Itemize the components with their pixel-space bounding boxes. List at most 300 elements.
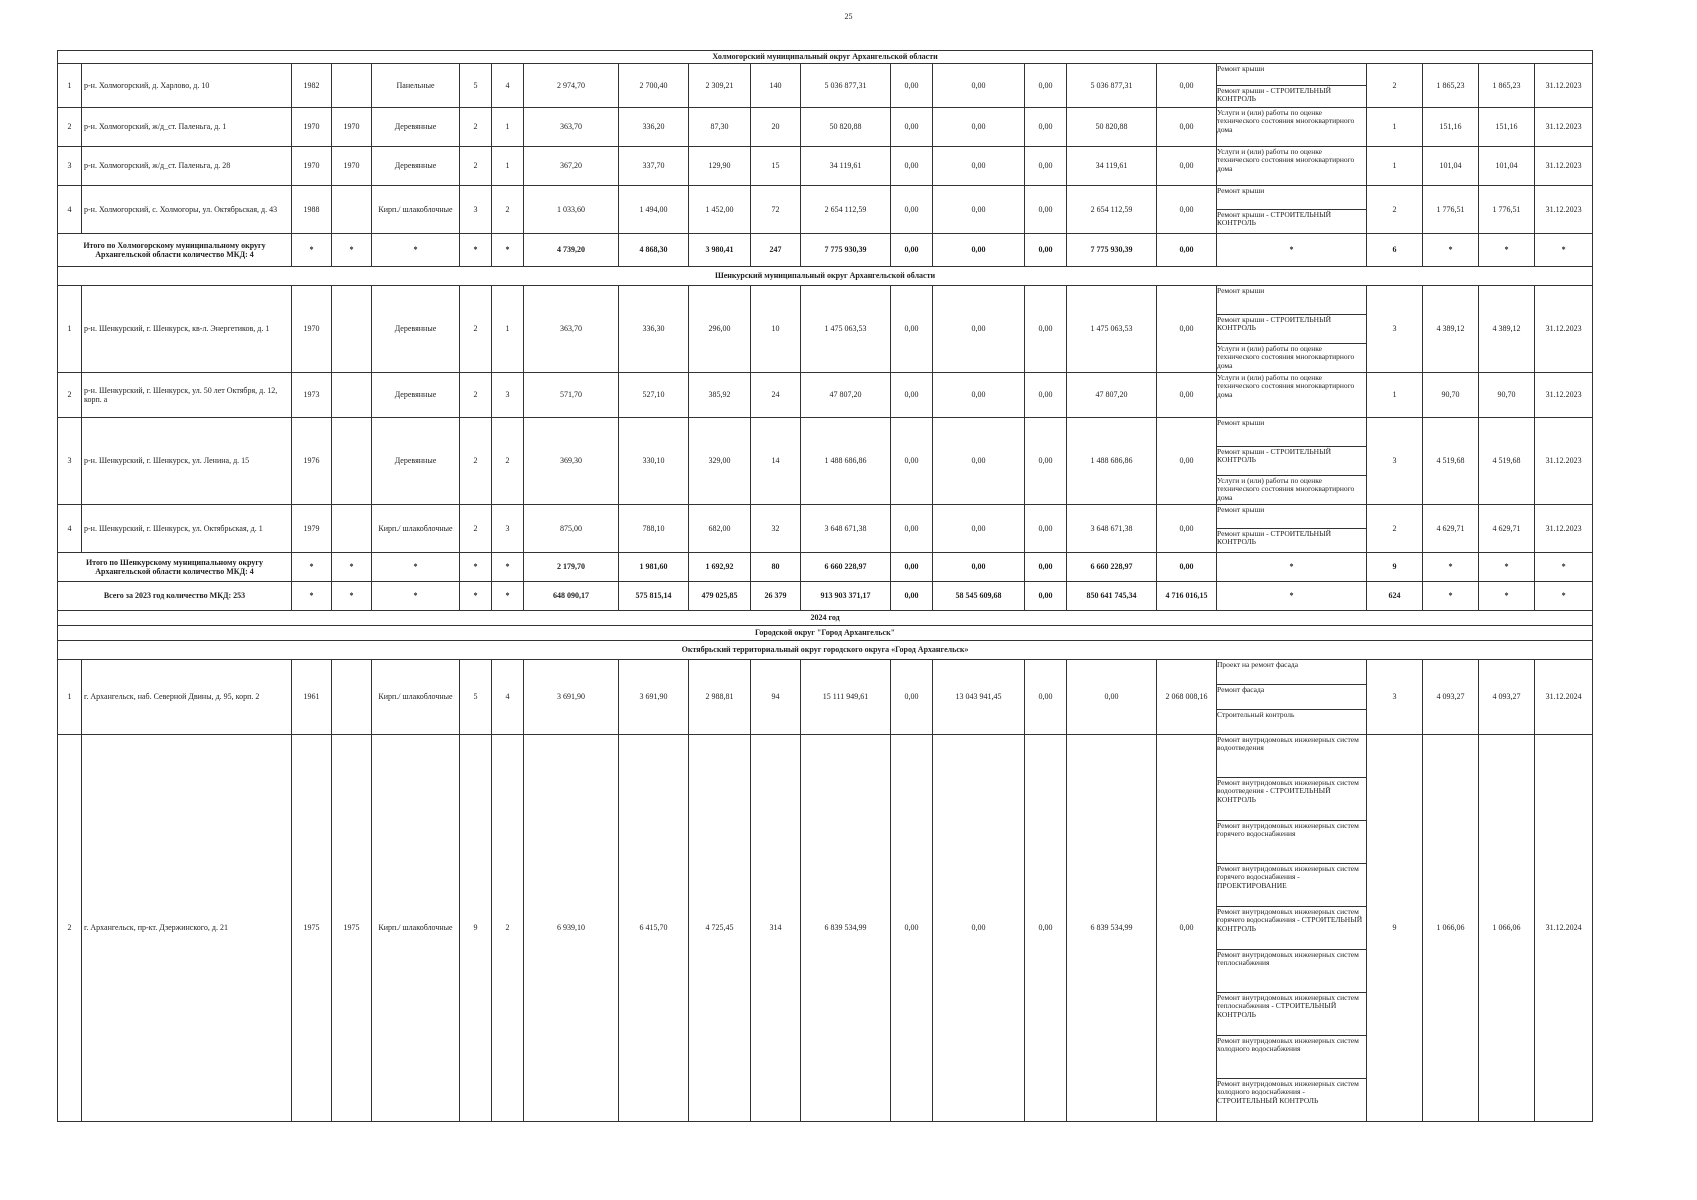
table-cell: 1 865,23 — [1423, 64, 1479, 108]
table-cell: 2 — [460, 147, 492, 186]
star-cell: * — [492, 582, 524, 611]
work-item: Ремонт крыши - СТРОИТЕЛЬНЫЙ КОНТРОЛЬ — [1217, 528, 1366, 552]
table-cell: 1 776,51 — [1479, 186, 1535, 234]
star-cell: * — [1217, 234, 1367, 267]
table-cell: 9 — [1367, 735, 1423, 1122]
table-cell: 2 — [492, 735, 524, 1122]
table-cell: 0,00 — [891, 660, 933, 735]
table-cell: 9 — [460, 735, 492, 1122]
work-item: Ремонт внутридомовых инженерных систем горячего водоснабжения - СТРОИТЕЛЬНЫЙ КОНТРОЛЬ — [1217, 906, 1366, 949]
table-cell: 4 — [492, 660, 524, 735]
work-item: Ремонт крыши — [1217, 186, 1265, 195]
table-cell: 2 — [1367, 186, 1423, 234]
address-cell: р-н. Шенкурский, г. Шенкурск, ул. Ленина, д. 15 — [82, 418, 292, 505]
table-cell: 1 475 063,53 — [801, 286, 891, 373]
star-cell: * — [460, 553, 492, 582]
table-cell: 3 — [1367, 660, 1423, 735]
work-item: Ремонт крыши - СТРОИТЕЛЬНЫЙ КОНТРОЛЬ — [1217, 209, 1366, 233]
table-cell: 0,00 — [933, 735, 1025, 1122]
table-cell: 2 — [58, 373, 82, 418]
table-cell: 571,70 — [524, 373, 619, 418]
table-cell: 0,00 — [1025, 735, 1067, 1122]
table-cell: 682,00 — [689, 505, 751, 553]
table-cell: 1 — [58, 660, 82, 735]
table-cell: 363,70 — [524, 108, 619, 147]
table-cell: Деревянные — [372, 108, 460, 147]
table-cell: 3 648 671,38 — [801, 505, 891, 553]
table-cell: 9 — [1367, 553, 1423, 582]
table-cell: 31.12.2023 — [1535, 64, 1593, 108]
table-cell: 875,00 — [524, 505, 619, 553]
address-cell: р-н. Шенкурский, г. Шенкурск, ул. 50 лет Октября, д. 12, корп. а — [82, 373, 292, 418]
table-cell: 31.12.2023 — [1535, 147, 1593, 186]
address-cell: г. Архангельск, пр-кт. Дзержинского, д. 21 — [82, 735, 292, 1122]
table-cell: 2 179,70 — [524, 553, 619, 582]
table-cell: 0,00 — [1025, 660, 1067, 735]
capital-repair-register-table — [57, 50, 1593, 1122]
table-cell: 0,00 — [891, 147, 933, 186]
work-item: Услуги и (или) работы по оценке технического состояния многоквартирного дома — [1217, 147, 1355, 173]
table-cell: 0,00 — [1157, 553, 1217, 582]
section-title: Шенкурский муниципальный округ Архангельской области — [58, 267, 1593, 286]
work-item: Услуги и (или) работы по оценке технического состояния многоквартирного дома — [1217, 373, 1355, 399]
table-cell: 34 119,61 — [801, 147, 891, 186]
table-cell: 3 691,90 — [524, 660, 619, 735]
table-cell: 24 — [751, 373, 801, 418]
table-cell: 3 648 671,38 — [1067, 505, 1157, 553]
work-item: Услуги и (или) работы по оценке технического состояния многоквартирного дома — [1217, 108, 1355, 134]
table-cell: 3 — [492, 505, 524, 553]
address-cell: р-н. Холмогорский, с. Холмогоры, ул. Октябрьская, д. 43 — [82, 186, 292, 234]
table-cell: 0,00 — [1067, 660, 1157, 735]
section-header-row — [58, 641, 1593, 660]
star-cell: * — [332, 582, 372, 611]
table-cell: 0,00 — [1025, 505, 1067, 553]
table-cell: 4 093,27 — [1423, 660, 1479, 735]
table-cell: 1 — [492, 147, 524, 186]
table-cell: 0,00 — [933, 234, 1025, 267]
works-list — [1217, 660, 1367, 735]
star-cell: * — [492, 553, 524, 582]
table-cell: 648 090,17 — [524, 582, 619, 611]
table-cell: 1 — [58, 286, 82, 373]
table-cell: 87,30 — [689, 108, 751, 147]
table-cell: 1970 — [332, 108, 372, 147]
table-cell: 0,00 — [1157, 64, 1217, 108]
section-title: Октябрьский территориальный округ городского округа «Город Архангельск» — [58, 641, 1593, 660]
table-cell: 5 036 877,31 — [801, 64, 891, 108]
star-cell: * — [372, 582, 460, 611]
table-cell: 1973 — [292, 373, 332, 418]
table-cell: 2 654 112,59 — [1067, 186, 1157, 234]
work-item: Ремонт крыши — [1217, 64, 1265, 73]
table-cell: 2 — [460, 373, 492, 418]
table-cell: 1 494,00 — [619, 186, 689, 234]
table-cell: 2 309,21 — [689, 64, 751, 108]
table-cell: 58 545 609,68 — [933, 582, 1025, 611]
table-cell: 31.12.2023 — [1535, 418, 1593, 505]
table-cell: 0,00 — [1157, 108, 1217, 147]
table-cell: 1979 — [292, 505, 332, 553]
table-cell: 1961 — [292, 660, 332, 735]
star-cell: * — [292, 582, 332, 611]
table-cell: 0,00 — [933, 418, 1025, 505]
table-cell: 32 — [751, 505, 801, 553]
address-cell: р-н. Холмогорский, ж/д_ст. Паленьга, д. 1 — [82, 108, 292, 147]
table-cell: 0,00 — [891, 418, 933, 505]
work-item: Строительный контроль — [1217, 709, 1366, 734]
table-cell: 2 — [1367, 505, 1423, 553]
work-item: Ремонт крыши - СТРОИТЕЛЬНЫЙ КОНТРОЛЬ — [1217, 446, 1366, 475]
works-list — [1217, 286, 1367, 373]
table-cell: 337,70 — [619, 147, 689, 186]
star-cell: * — [1479, 553, 1535, 582]
star-cell: * — [460, 582, 492, 611]
table-cell: 0,00 — [1157, 147, 1217, 186]
table-cell: 1970 — [292, 147, 332, 186]
table-cell: 296,00 — [689, 286, 751, 373]
work-item: Ремонт внутридомовых инженерных систем горячего водоснабжения — [1217, 820, 1366, 863]
table-cell: 6 660 228,97 — [1067, 553, 1157, 582]
table-cell: 6 660 228,97 — [801, 553, 891, 582]
table-row — [58, 735, 1593, 1122]
table-cell: 0,00 — [1025, 418, 1067, 505]
table-cell: 4 725,45 — [689, 735, 751, 1122]
table-cell: 31.12.2023 — [1535, 186, 1593, 234]
table-cell — [332, 505, 372, 553]
table-cell: 1975 — [292, 735, 332, 1122]
table-cell: 0,00 — [933, 373, 1025, 418]
table-cell: Кирп./ шлакоблочные — [372, 186, 460, 234]
table-cell: 6 — [1367, 234, 1423, 267]
works-list — [1217, 418, 1367, 505]
table-cell: Кирп./ шлакоблочные — [372, 505, 460, 553]
table-cell: Деревянные — [372, 418, 460, 505]
table-cell: 2 — [460, 418, 492, 505]
table-row — [58, 64, 1593, 108]
table-cell: 0,00 — [891, 373, 933, 418]
table-cell: Кирп./ шлакоблочные — [372, 660, 460, 735]
table-cell: 1 — [58, 64, 82, 108]
table-cell: 1 452,00 — [689, 186, 751, 234]
total-label: Итого по Шенкурскому муниципальному округу Архангельской области количество МКД: 4 — [58, 553, 292, 582]
table-cell: 0,00 — [891, 505, 933, 553]
table-cell: 1982 — [292, 64, 332, 108]
table-cell: 151,16 — [1423, 108, 1479, 147]
table-cell: 0,00 — [1025, 553, 1067, 582]
work-item: Ремонт внутридомовых инженерных систем холодного водоснабжения — [1217, 1035, 1366, 1078]
table-cell: 94 — [751, 660, 801, 735]
works-list — [1217, 186, 1367, 234]
works-list — [1217, 108, 1367, 147]
table-cell: 129,90 — [689, 147, 751, 186]
table-cell: 80 — [751, 553, 801, 582]
table-cell — [332, 286, 372, 373]
table-cell: 0,00 — [891, 735, 933, 1122]
star-cell: * — [1479, 582, 1535, 611]
table-cell: 15 111 949,61 — [801, 660, 891, 735]
works-list — [1217, 735, 1367, 1122]
table-cell: 247 — [751, 234, 801, 267]
table-cell: 850 641 745,34 — [1067, 582, 1157, 611]
work-item: Ремонт крыши - СТРОИТЕЛЬНЫЙ КОНТРОЛЬ — [1217, 314, 1366, 343]
table-cell: 1 — [1367, 147, 1423, 186]
table-cell: 4 716 016,15 — [1157, 582, 1217, 611]
table-cell: 90,70 — [1479, 373, 1535, 418]
table-cell: 34 119,61 — [1067, 147, 1157, 186]
table-cell: 624 — [1367, 582, 1423, 611]
work-item: Услуги и (или) работы по оценке технического состояния многоквартирного дома — [1217, 475, 1366, 504]
star-cell: * — [1479, 234, 1535, 267]
section-header-row — [58, 611, 1593, 626]
table-cell — [332, 64, 372, 108]
table-cell: 10 — [751, 286, 801, 373]
table-cell: 1 033,60 — [524, 186, 619, 234]
section-title: 2024 год — [58, 611, 1593, 626]
work-item: Ремонт внутридомовых инженерных систем водоотведения — [1217, 735, 1359, 753]
work-item: Ремонт внутридомовых инженерных систем теплоснабжения - СТРОИТЕЛЬНЫЙ КОНТРОЛЬ — [1217, 992, 1366, 1035]
work-item: Ремонт крыши — [1217, 418, 1265, 427]
table-cell: 4 519,68 — [1479, 418, 1535, 505]
table-cell: 4 389,12 — [1423, 286, 1479, 373]
table-cell: 2 — [1367, 64, 1423, 108]
table-cell: 0,00 — [1157, 373, 1217, 418]
address-cell: р-н. Шенкурский, г. Шенкурск, кв-л. Энергетиков, д. 1 — [82, 286, 292, 373]
work-item: Ремонт внутридомовых инженерных систем холодного водоснабжения - СТРОИТЕЛЬНЫЙ КОНТРОЛЬ — [1217, 1078, 1366, 1121]
table-cell: 367,20 — [524, 147, 619, 186]
table-cell: 1 981,60 — [619, 553, 689, 582]
address-cell: г. Архангельск, наб. Северной Двины, д. 95, корп. 2 — [82, 660, 292, 735]
table-cell: 101,04 — [1479, 147, 1535, 186]
total-row — [58, 234, 1593, 267]
table-cell: 314 — [751, 735, 801, 1122]
table-cell: 47 807,20 — [801, 373, 891, 418]
table-cell: 7 775 930,39 — [801, 234, 891, 267]
table-cell: 0,00 — [933, 186, 1025, 234]
star-cell: * — [1217, 582, 1367, 611]
table-cell: 5 036 877,31 — [1067, 64, 1157, 108]
table-cell: 6 839 534,99 — [801, 735, 891, 1122]
table-cell: 31.12.2024 — [1535, 735, 1593, 1122]
star-cell: * — [1423, 582, 1479, 611]
star-cell: * — [1217, 553, 1367, 582]
section-title: Холмогорский муниципальный округ Архангельской области — [58, 51, 1593, 64]
table-cell: 31.12.2024 — [1535, 660, 1593, 735]
table-cell: 329,00 — [689, 418, 751, 505]
table-cell: 4 868,30 — [619, 234, 689, 267]
table-cell: 0,00 — [933, 553, 1025, 582]
table-cell: 0,00 — [891, 286, 933, 373]
table-cell: 3 980,41 — [689, 234, 751, 267]
table-cell: 3 — [492, 373, 524, 418]
address-cell: р-н. Холмогорский, ж/д_ст. Паленьга, д. 28 — [82, 147, 292, 186]
table-cell: 0,00 — [1025, 373, 1067, 418]
table-cell: 1970 — [292, 286, 332, 373]
total-label: Всего за 2023 год количество МКД: 253 — [58, 582, 292, 611]
table-cell: 2 — [460, 108, 492, 147]
table-cell: 0,00 — [1025, 186, 1067, 234]
table-cell: 385,92 — [689, 373, 751, 418]
table-cell: Деревянные — [372, 373, 460, 418]
table-cell: 1 066,06 — [1423, 735, 1479, 1122]
star-cell: * — [372, 234, 460, 267]
table-cell: 2 068 008,16 — [1157, 660, 1217, 735]
table-row — [58, 660, 1593, 735]
table-cell: 4 629,71 — [1423, 505, 1479, 553]
table-row — [58, 505, 1593, 553]
address-cell: р-н. Холмогорский, д. Харлово, д. 10 — [82, 64, 292, 108]
table-cell: 2 654 112,59 — [801, 186, 891, 234]
table-cell: 1 692,92 — [689, 553, 751, 582]
table-cell: 3 — [1367, 418, 1423, 505]
table-cell: 0,00 — [891, 234, 933, 267]
work-item: Ремонт крыши — [1217, 505, 1265, 514]
table-cell: 15 — [751, 147, 801, 186]
table-cell: 31.12.2023 — [1535, 286, 1593, 373]
table-cell: 3 — [58, 418, 82, 505]
work-item: Услуги и (или) работы по оценке технического состояния многоквартирного дома — [1217, 343, 1366, 372]
table-cell: 0,00 — [1157, 286, 1217, 373]
table-cell: 2 974,70 — [524, 64, 619, 108]
table-cell: 2 700,40 — [619, 64, 689, 108]
work-item: Ремонт фасада — [1217, 684, 1366, 709]
total-row — [58, 582, 1593, 611]
table-cell: 0,00 — [891, 186, 933, 234]
table-cell: 5 — [460, 64, 492, 108]
table-cell: 4 629,71 — [1479, 505, 1535, 553]
table-cell: 336,20 — [619, 108, 689, 147]
table-cell: 1 — [1367, 373, 1423, 418]
total-row — [58, 553, 1593, 582]
table-cell: 31.12.2023 — [1535, 373, 1593, 418]
table-cell: 2 — [58, 108, 82, 147]
section-header-row — [58, 626, 1593, 641]
table-cell: 50 820,88 — [801, 108, 891, 147]
table-cell: Деревянные — [372, 147, 460, 186]
table-cell: 0,00 — [891, 108, 933, 147]
star-cell: * — [332, 553, 372, 582]
table-cell: 1 865,23 — [1479, 64, 1535, 108]
table-cell: 140 — [751, 64, 801, 108]
table-cell: 4 739,20 — [524, 234, 619, 267]
table-cell: 1970 — [292, 108, 332, 147]
table-cell: Деревянные — [372, 286, 460, 373]
table-cell: 4 — [492, 64, 524, 108]
work-item: Ремонт крыши — [1217, 286, 1265, 295]
table-cell: 31.12.2023 — [1535, 108, 1593, 147]
table-cell: 2 — [58, 735, 82, 1122]
star-cell: * — [460, 234, 492, 267]
table-cell: 4 093,27 — [1479, 660, 1535, 735]
table-cell: 20 — [751, 108, 801, 147]
table-cell: 330,10 — [619, 418, 689, 505]
table-cell — [332, 186, 372, 234]
table-cell: 101,04 — [1423, 147, 1479, 186]
table-cell: 0,00 — [891, 582, 933, 611]
page-number: 25 — [844, 12, 853, 21]
table-cell — [332, 660, 372, 735]
table-row — [58, 147, 1593, 186]
table-cell: 788,10 — [619, 505, 689, 553]
section-title: Городской округ "Город Архангельск" — [58, 626, 1593, 641]
table-cell: 1 475 063,53 — [1067, 286, 1157, 373]
table-cell: 1 — [1367, 108, 1423, 147]
table-cell: 1 066,06 — [1479, 735, 1535, 1122]
table-cell: 1976 — [292, 418, 332, 505]
table-cell: 0,00 — [1025, 108, 1067, 147]
table-cell: 0,00 — [1157, 234, 1217, 267]
star-cell: * — [1423, 553, 1479, 582]
table-cell: 0,00 — [1025, 64, 1067, 108]
works-list — [1217, 373, 1367, 418]
table-row — [58, 186, 1593, 234]
work-item: Ремонт внутридомовых инженерных систем водоотведения - СТРОИТЕЛЬНЫЙ КОНТРОЛЬ — [1217, 777, 1366, 820]
table-cell: 1 488 686,86 — [801, 418, 891, 505]
table-cell: 0,00 — [1157, 735, 1217, 1122]
table-cell: 50 820,88 — [1067, 108, 1157, 147]
table-cell: 0,00 — [891, 64, 933, 108]
table-cell: 913 903 371,17 — [801, 582, 891, 611]
table-cell: 336,30 — [619, 286, 689, 373]
work-item: Ремонт внутридомовых инженерных систем теплоснабжения — [1217, 949, 1366, 992]
works-list — [1217, 64, 1367, 108]
table-cell: 2 988,81 — [689, 660, 751, 735]
work-item: Ремонт внутридомовых инженерных систем горячего водоснабжения - ПРОЕКТИРОВАНИЕ — [1217, 863, 1366, 906]
table-cell: 0,00 — [1157, 505, 1217, 553]
star-cell: * — [1535, 234, 1593, 267]
table-cell: 1 — [492, 108, 524, 147]
star-cell: * — [372, 553, 460, 582]
table-cell: 3 — [460, 186, 492, 234]
table-row — [58, 373, 1593, 418]
table-cell: 1970 — [332, 147, 372, 186]
table-cell: 0,00 — [933, 108, 1025, 147]
table-cell: 6 839 534,99 — [1067, 735, 1157, 1122]
table-cell: 0,00 — [933, 505, 1025, 553]
table-cell: 13 043 941,45 — [933, 660, 1025, 735]
table-cell: 2 — [460, 286, 492, 373]
table-cell: 0,00 — [933, 64, 1025, 108]
section-header-row — [58, 267, 1593, 286]
table-cell: 2 — [492, 186, 524, 234]
table-cell: 2 — [492, 418, 524, 505]
table-cell: 1 776,51 — [1423, 186, 1479, 234]
star-cell: * — [292, 234, 332, 267]
table-cell: 0,00 — [933, 286, 1025, 373]
table-cell: 0,00 — [891, 553, 933, 582]
table-row — [58, 108, 1593, 147]
table-cell: 14 — [751, 418, 801, 505]
table-cell: 0,00 — [933, 147, 1025, 186]
table-cell: 26 379 — [751, 582, 801, 611]
table-cell: 1988 — [292, 186, 332, 234]
table-cell: 0,00 — [1025, 147, 1067, 186]
table-cell: 3 — [1367, 286, 1423, 373]
table-cell: 1 — [492, 286, 524, 373]
table-cell: 1975 — [332, 735, 372, 1122]
table-cell: 369,30 — [524, 418, 619, 505]
table-cell: 0,00 — [1157, 186, 1217, 234]
table-cell: 0,00 — [1157, 418, 1217, 505]
table-cell: 0,00 — [1025, 286, 1067, 373]
table-cell: 31.12.2023 — [1535, 505, 1593, 553]
star-cell: * — [492, 234, 524, 267]
table-cell: 4 — [58, 505, 82, 553]
table-cell: 4 519,68 — [1423, 418, 1479, 505]
table-cell: 4 389,12 — [1479, 286, 1535, 373]
table-cell: 47 807,20 — [1067, 373, 1157, 418]
table-cell: Панельные — [372, 64, 460, 108]
